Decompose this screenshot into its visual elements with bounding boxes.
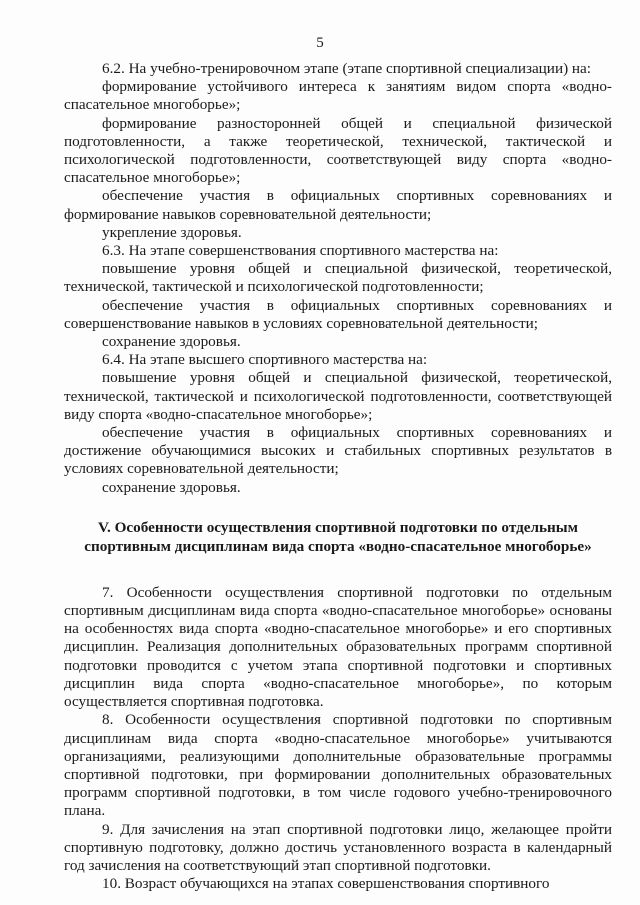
paragraph: 6.2. На учебно-тренировочном этапе (этапе спортивной специализации) на: bbox=[102, 60, 592, 77]
document-body bbox=[64, 60, 612, 893]
paragraph: 6.4. На этапе высшего спортивного мастерства на: bbox=[102, 351, 428, 369]
paragraph: формирование разносторонней общей и специальной физической подготовленности, а также теоретической, технической, тактической и психологической подготовленности, соответствующей виду спорта «водно-спасательное многоборье»; bbox=[64, 114, 612, 187]
paragraph: обеспечение участия в официальных спортивных соревнованиях и формирование навыков соревновательной деятельности; bbox=[64, 187, 612, 223]
paragraph: 9. Для зачисления на этап спортивной подготовки лицо, желающее пройти спортивную подготовку, должно достичь установленного возраста в календарный год зачисления на соответствующий этап спортивной подготовки. bbox=[64, 820, 612, 874]
paragraph: 7. Особенности осуществления спортивной подготовки по отдельным спортивным дисциплинам вида спорта «водно-спасательное многоборье» основаны на особенностях вида спорта «водно-спасательное многоборье» и его спортивных дисциплин. Реализация дополнительных образовательных программ спортивной подготовки проводится с учетом этапа спортивной подготовки и спортивных дисциплин вида спорта «водно-спасательное многоборье», по которым осуществляется спортивная подготовка. bbox=[64, 583, 612, 711]
paragraph: 8. Особенности осуществления спортивной подготовки по спортивным дисциплинам вида спорта «водно-спасательное многоборье» учитываются организациями, реализующими дополнительные образовательные программы спортивной подготовки, при формировании дополнительных образовательных программ спортивной подготовки, в том числе годового учебно-тренировочного плана. bbox=[64, 711, 612, 820]
paragraph: повышение уровня общей и специальной физической, теоретической, технической, тактической и психологической подготовленности, соответствующей виду спорта «водно-спасательное многоборье»; bbox=[64, 369, 612, 423]
paragraph: укрепление здоровья. bbox=[102, 223, 242, 241]
paragraph: обеспечение участия в официальных спортивных соревнованиях и достижение обучающимися высоких и стабильных спортивных результатов в условиях соревновательной деятельности; bbox=[64, 424, 612, 478]
section-heading bbox=[64, 518, 612, 556]
paragraph: 6.3. На этапе совершенствования спортивного мастерства на: bbox=[102, 242, 499, 260]
paragraph: сохранение здоровья. bbox=[102, 333, 241, 351]
paragraph: сохранение здоровья. bbox=[102, 478, 241, 496]
section-heading-line: спортивным дисциплинам вида спорта «водно-спасательное многоборье» bbox=[84, 537, 592, 555]
section-heading-line: V. Особенности осуществления спортивной подготовки по отдельным bbox=[97, 518, 579, 536]
page-number: 5 bbox=[316, 35, 324, 51]
paragraph: повышение уровня общей и специальной физической, теоретической, технической, тактической и психологической подготовленности; bbox=[64, 260, 612, 296]
paragraph: 10. Возраст обучающихся на этапах совершенствования спортивного bbox=[102, 875, 550, 893]
paragraph: формирование устойчивого интереса к занятиям видом спорта «водно-спасательное многоборье»; bbox=[64, 78, 612, 114]
paragraph: обеспечение участия в официальных спортивных соревнованиях и совершенствование навыков в условиях соревновательной деятельности; bbox=[64, 296, 612, 332]
